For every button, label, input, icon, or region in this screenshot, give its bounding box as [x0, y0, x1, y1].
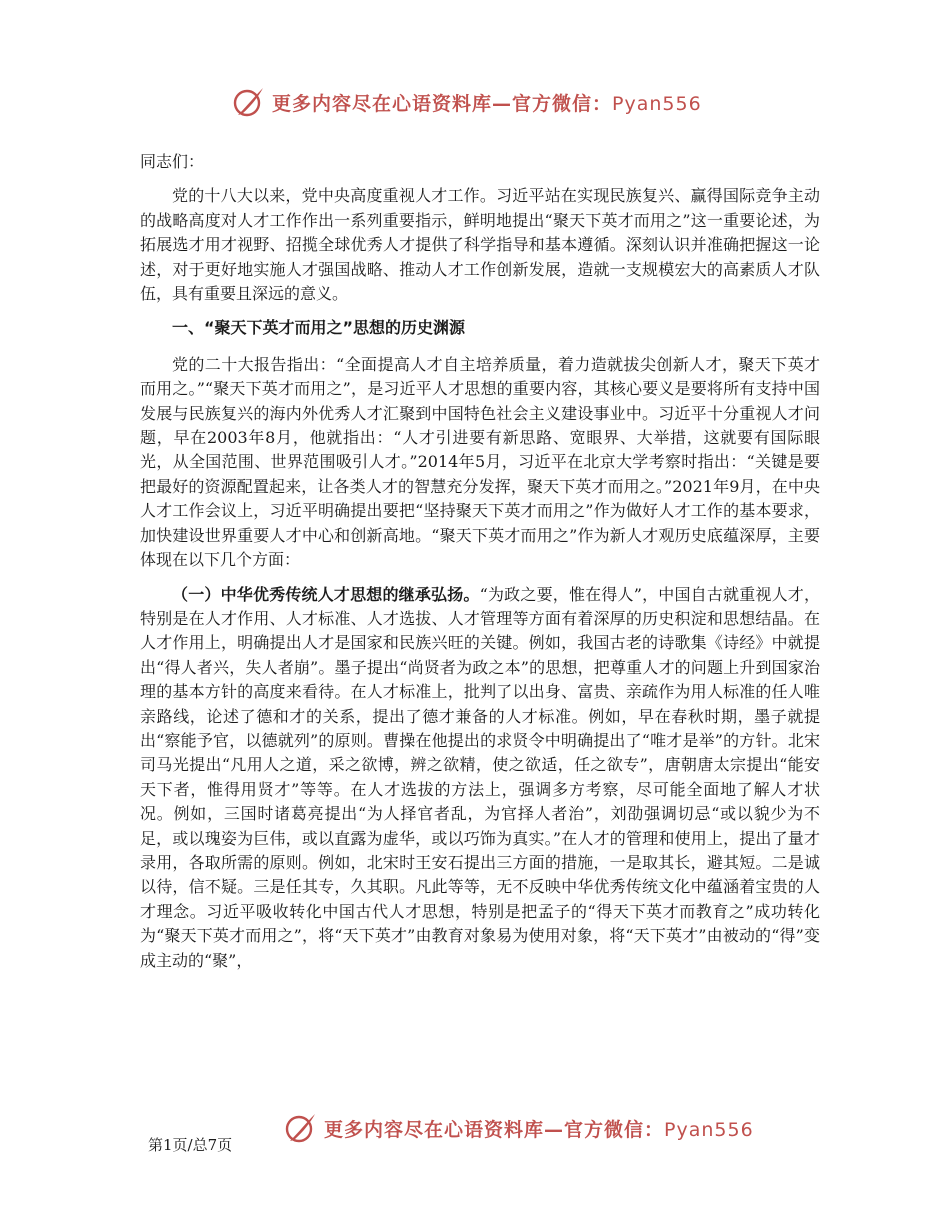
- wechat-id: Pyan556: [664, 1118, 754, 1141]
- subsection-body: “为政之要，惟在得人”，中国自古就重视人才，特别是在人才作用、人才标准、人才选拔、人才管理等方面有着深厚的历史积淀和思想结晶。在人才作用上，明确提出人才是国家和民族兴旺的关键。例如，我国古老的诗歌集《诗经》中就提出“得人者兴，失人者崩”。墨子提出“尚贤者为政之本”的思想，把尊重人才的问题上升到国家治理的基本方针的高度来看待。在人才标准上，批判了以出身、富贵、亲疏作为用人标准的任人唯亲路线，论述了德和才的关系，提出了德才兼备的人才标准。例如，早在春秋时期，墨子就提出“察能予官，以德就列”的原则。曹操在他提出的求贤令中明确提出了“唯才是举”的方针。北宋司马光提出“凡用人之道，采之欲博，辨之欲精，使之欲适，任之欲专”，唐朝唐太宗提出“能安天下者，惟得用贤才”等等。在人才选拔的方法上，强调多方考察，尽可能全面地了解人才状况。例如，三国时诸葛亮提出“为人择官者乱，为官择人者治”，刘劭强调切忌“或以貌少为不足，或以瑰姿为巨伟，或以直露为虚华，或以巧饰为真实。”在人才的管理和使用上，提出了量才录用，各取所需的原则。例如，北宋时王安石提出三方面的措施，一是取其长，避其短。二是诚以待，信不疑。三是任其专，久其职。凡此等等，无不反映中华优秀传统文化中蕴涵着宝贵的人才理念。习近平吸收转化中国古代人才思想，特别是把孟子的“得天下英才而教育之”成功转化为“聚天下英才而用之”，将“天下英才”由教育对象易为使用对象，将“天下英才”由被动的“得”变成主动的“聚”，: [140, 584, 820, 970]
- salutation: 同志们：: [140, 152, 205, 171]
- page-number: 第1页/总7页: [148, 1136, 233, 1154]
- banner-text: 更多内容尽在心语资料库—官方微信：Pyan556: [324, 1118, 754, 1141]
- header-banner: [0, 82, 950, 122]
- document-body: [140, 150, 820, 983]
- section-heading: 一、“聚天下英才而用之”思想的历史渊源: [172, 318, 466, 338]
- intro-paragraph: 党的十八大以来，党中央高度重视人才工作。习近平站在实现民族复兴、赢得国际竞争主动的战略高度对人才工作作出一系列重要指示，鲜明地提出“聚天下英才而用之”这一重要论述，为拓展选才用才视野、招揽全球优秀人才提供了科学指导和基本遵循。深刻认识并准确把握这一论述，对于更好地实施人才强国战略、推动人才工作创新发展，造就一支规模宏大的高素质人才队伍，具有重要且深远的意义。: [140, 186, 820, 304]
- banner-text: 更多内容尽在心语资料库—官方微信：Pyan556: [272, 92, 702, 115]
- section-paragraph: 党的二十大报告指出：“全面提高人才自主培养质量，着力造就拔尖创新人才，聚天下英才而用之。”“聚天下英才而用之”，是习近平人才思想的重要内容，其核心要义是要将所有支持中国发展与民族复兴的海内外优秀人才汇聚到中国特色社会主义建设事业中。习近平十分重视人才问题，早在2003年8月，他就指出：“人才引进要有新思路、宽眼界、大举措，这就要有国际眼光，从全国范围、世界范围吸引人才。”2014年5月，习近平在北京大学考察时指出：“关键是要把最好的资源配置起来，让各类人才的智慧充分发挥，聚天下英才而用之。”2021年9月，在中央人才工作会议上，习近平明确提出要把“坚持聚天下英才而用之”作为做好人才工作的基本要求，加快建设世界重要人才中心和创新高地。“聚天下英才而用之”作为新人才观历史底蕴深厚，主要体现在以下几个方面：: [140, 354, 820, 570]
- subsection-paragraph: [140, 583, 820, 974]
- quill-logo-icon: [232, 85, 266, 119]
- wechat-id: Pyan556: [612, 92, 702, 115]
- footer-banner: [0, 1108, 950, 1148]
- subsection-heading: （一）中华优秀传统人才思想的继承弘扬。: [172, 584, 480, 604]
- quill-logo-icon: [284, 1111, 318, 1145]
